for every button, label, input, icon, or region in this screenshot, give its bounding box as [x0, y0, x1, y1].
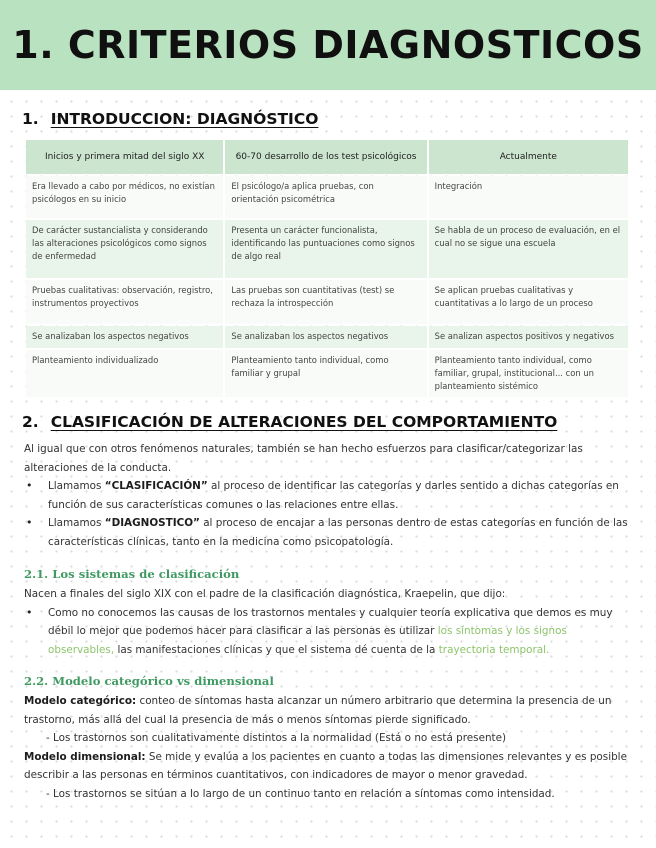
kraepelin-list	[24, 604, 632, 660]
highlight-signos: los síntomas y los signos observables,	[48, 625, 567, 656]
term-diagnostico: “DIAGNOSTICO”	[104, 517, 200, 529]
table-cell: De carácter sustancialista y considerando las alteraciones psicológicos como signos de enfermedad	[26, 220, 223, 278]
table-cell: Se analizan aspectos positivos y negativos	[429, 326, 628, 348]
table-cell: Se aplican pruebas cualitativas y cuantitativas a lo largo de un proceso	[429, 280, 628, 324]
highlight-trayectoria: trayectoria temporal.	[438, 643, 550, 656]
table-header-cell: Actualmente	[429, 140, 628, 174]
table-cell: El psicólogo/a aplica pruebas, con orientación psicométrica	[225, 176, 426, 218]
section-1-heading	[22, 110, 318, 128]
table-row	[26, 350, 628, 397]
table-row	[26, 280, 628, 324]
term-clasificacion: “CLASIFICACIÓN”	[104, 480, 208, 492]
criteria-table	[24, 138, 630, 399]
list-item	[24, 514, 632, 551]
kraepelin-quote-2: las manifestaciones clínicas y que el sistema dé cuenta de la	[114, 643, 439, 656]
categorical-model	[24, 692, 632, 729]
bullet-1-post: al proceso de identificar las categorías y darles sentido a dichas categorías en función de sus características comunes o las relaciones entre ellas.	[48, 480, 619, 511]
subsection-2-1-body	[24, 585, 632, 659]
table-cell: Planteamiento individualizado	[26, 350, 223, 397]
section-2-number: 2.	[22, 413, 39, 431]
kraepelin-quote-1: Como no conocemos las causas de los trastornos mentales y cualquier teoría explicativa que demos es muy débil lo mejor que podemos hacer para clasificar a las personas es utilizar	[48, 606, 613, 637]
title-banner	[0, 0, 656, 90]
section-2-body	[24, 440, 632, 551]
table-cell: Se analizaban los aspectos negativos	[225, 326, 426, 348]
subsection-2-2-title: 2.2. Modelo categórico vs dimensional	[24, 674, 274, 688]
list-item	[24, 477, 632, 514]
categorical-label: Modelo categórico:	[24, 695, 137, 707]
section-1-title: INTRODUCCION: DIAGNÓSTICO	[50, 110, 319, 128]
bullet-1-pre: Llamamos	[48, 480, 105, 492]
table-row	[26, 176, 628, 218]
subsection-2-2-body	[24, 692, 632, 803]
dimensional-text: Se mide y evalúa a los pacientes en cuanto a todas las dimensiones relevantes y es posible describir a las personas en términos cuantitativos, con indicadores de mayor o menor gravedad.	[24, 750, 627, 781]
categorical-text: conteo de síntomas hasta alcanzar un número arbitrario que determina la presencia de un trastorno, más allá del cual la presencia de más o menos síntomas pierde significado.	[24, 695, 612, 726]
dimensional-dash: - Los trastornos se sitúan a lo largo de un continuo tanto en relación a síntomas como intensidad.	[46, 787, 555, 800]
table-header-row	[26, 140, 628, 174]
table-row	[26, 220, 628, 278]
bullet-2-post: al proceso de encajar a las personas dentro de estas categorías en función de las características clínicas, tanto en la medicina como psicopatología.	[48, 517, 628, 548]
table-header-cell: 60-70 desarrollo de los test psicológicos	[225, 140, 426, 174]
table-cell: Integración	[429, 176, 628, 218]
page-title: 1. CRITERIOS DIAGNOSTICOS	[12, 23, 644, 67]
table-cell: Las pruebas son cuantitativas (test) se rechaza la introspección	[225, 280, 426, 324]
table-cell: Se habla de un proceso de evaluación, en el cual no se sigue una escuela	[429, 220, 628, 278]
definition-list	[24, 477, 632, 551]
dimensional-model	[24, 748, 632, 785]
table-cell: Presenta un carácter funcionalista, identificando las puntuaciones como signos de algo real	[225, 220, 426, 278]
table-cell: Planteamiento tanto individual, como familiar y grupal	[225, 350, 426, 397]
table-cell: Era llevado a cabo por médicos, no existían psicólogos en su inicio	[26, 176, 223, 218]
table-cell: Planteamiento tanto individual, como familiar, grupal, institucional... con un planteamiento sistémico	[429, 350, 628, 397]
dimensional-label: Modelo dimensional:	[24, 750, 146, 763]
table-cell: Pruebas cualitativas: observación, registro, instrumentos proyectivos	[26, 280, 223, 324]
section-1-number: 1.	[22, 110, 39, 128]
section-2-intro: Al igual que con otros fenómenos naturales, también se han hecho esfuerzos para clasificar/categorizar las alteraciones de la conducta.	[24, 443, 583, 474]
table-header-cell: Inicios y primera mitad del siglo XX	[26, 140, 223, 174]
kraepelin-text: Nacen a finales del siglo XIX con el padre de la clasificación diagnóstica, Kraepelin, que dijo:	[24, 588, 506, 600]
table-row	[26, 326, 628, 348]
list-item	[24, 604, 632, 660]
section-2-heading	[22, 413, 557, 431]
categorical-dash: - Los trastornos son cualitativamente distintos a la normalidad (Está o no está presente)	[46, 732, 507, 744]
section-2-title: CLASIFICACIÓN DE ALTERACIONES DEL COMPORTAMIENTO	[50, 413, 558, 431]
bullet-2-pre: Llamamos	[48, 517, 105, 529]
table-cell: Se analizaban los aspectos negativos	[26, 326, 223, 348]
subsection-2-1-title: 2.1. Los sistemas de clasificación	[24, 567, 240, 581]
